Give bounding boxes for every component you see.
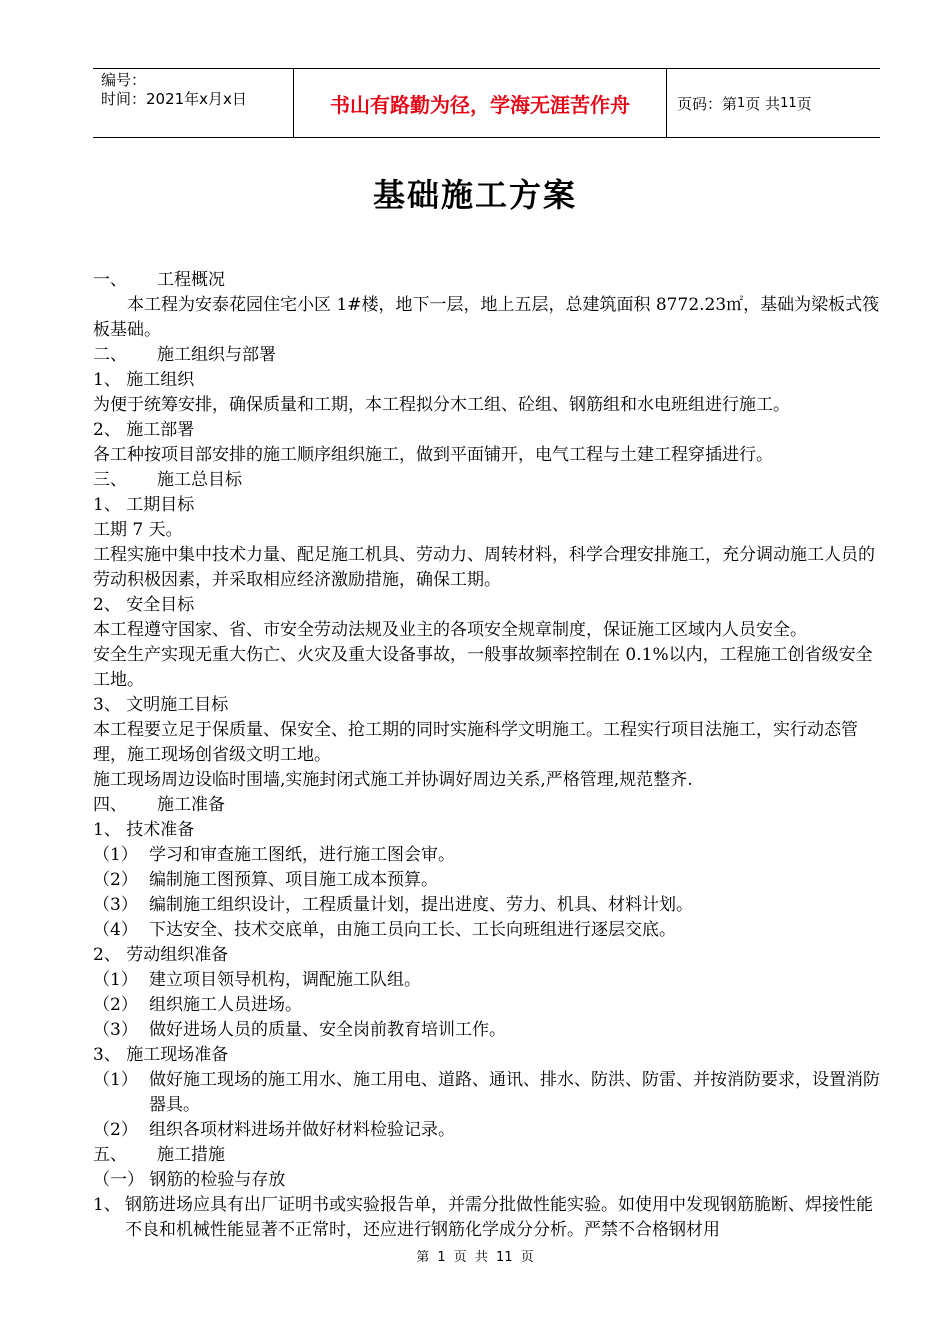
list-item: （1） 做好施工现场的施工用水、施工用电、道路、通讯、排水、防洪、防雷、并按消防要求，设置消防器具。 — [93, 1070, 880, 1115]
header-page-info — [667, 69, 880, 137]
list-item: （1） 建立项目领导机构，调配施工队组。 — [93, 970, 421, 990]
paragraph: 本工程遵守国家、省、市安全劳动法规及业主的各项安全规章制度，保证施工区域内人员安全。 — [93, 620, 807, 640]
subsection-heading: 1、 施工组织 — [93, 370, 195, 390]
list-item: 1、 钢筋进场应具有出厂证明书或实验报告单，并需分批做性能实验。如使用中发现钢筋脆断、焊接性能不良和机械性能显著不正常时，还应进行钢筋化学成分分析。严禁不合格钢材用 — [93, 1195, 873, 1240]
subsection-heading: 1、 工期目标 — [93, 495, 195, 515]
list-item: （3） 编制施工组织设计，工程质量计划，提出进度、劳力、机具、材料计划。 — [93, 895, 693, 915]
list-item: （1） 学习和审查施工图纸，进行施工图会审。 — [93, 845, 455, 865]
section-heading: 四、 施工准备 — [93, 795, 225, 815]
paragraph: 为便于统筹安排，确保质量和工期，本工程拟分木工组、砼组、钢筋组和水电班组进行施工。 — [93, 395, 790, 415]
paragraph: 工期 7 天。 — [93, 520, 183, 540]
section-heading: 一、 工程概况 — [93, 270, 225, 290]
subsection-heading: 1、 技术准备 — [93, 820, 195, 840]
header-motto: 书山有路勤为径，学海无涯苦作舟 — [293, 69, 667, 137]
page-suffix: 页 — [796, 94, 812, 113]
subsection-heading: 3、 文明施工目标 — [93, 695, 229, 715]
document-title: 基础施工方案 — [372, 176, 577, 214]
list-item: （3） 做好进场人员的质量、安全岗前教育培训工作。 — [93, 1020, 506, 1040]
list-item: （2） 组织各项材料进场并做好材料检验记录。 — [93, 1120, 455, 1140]
page-footer: 第 1 页 共 11 页 — [416, 1250, 534, 1265]
paragraph: 安全生产实现无重大伤亡、火灾及重大设备事故，一般事故频率控制在 0.1%以内，工程施工创省级安全工地。 — [93, 645, 873, 690]
page-number: 1 — [737, 95, 746, 111]
number-label: 编号： — [101, 71, 147, 89]
subsection-heading: 2、 劳动组织准备 — [93, 945, 229, 965]
subsection-heading: （一） 钢筋的检验与存放 — [93, 1170, 286, 1190]
subsection-heading: 2、 施工部署 — [93, 420, 195, 440]
document-header — [93, 68, 880, 138]
paragraph: 施工现场周边设临时围墙,实施封闭式施工并协调好周边关系,严格管理,规范整齐. — [93, 770, 693, 790]
subsection-heading: 3、 施工现场准备 — [93, 1045, 229, 1065]
date-label: 时间：2021年x月x日 — [101, 90, 247, 108]
list-item: （2） 编制施工图预算、项目施工成本预算。 — [93, 870, 438, 890]
document-body — [93, 268, 888, 1243]
page-mid: 页 共 — [745, 94, 781, 113]
list-item: （2） 组织施工人员进场。 — [93, 995, 302, 1015]
paragraph: 各工种按项目部安排的施工顺序组织施工，做到平面铺开，电气工程与土建工程穿插进行。 — [93, 445, 773, 465]
page-prefix: 页码：第 — [677, 94, 738, 113]
section-heading: 三、 施工总目标 — [93, 470, 242, 490]
section-heading: 五、 施工措施 — [93, 1145, 225, 1165]
page-total: 11 — [780, 95, 797, 111]
section-heading: 二、 施工组织与部署 — [93, 345, 276, 365]
paragraph: 本工程为安泰花园住宅小区 1#楼，地下一层，地上五层，总建筑面积 8772.23㎡，基础为梁板式筏板基础。 — [93, 295, 880, 340]
paragraph: 本工程要立足于保质量、保安全、抢工期的同时实施科学文明施工。工程实行项目法施工，实行动态管理，施工现场创省级文明工地。 — [93, 720, 858, 765]
subsection-heading: 2、 安全目标 — [93, 595, 195, 615]
list-item: （4） 下达安全、技术交底单，由施工员向工长、工长向班组进行逐层交底。 — [93, 920, 676, 940]
paragraph: 工程实施中集中技术力量、配足施工机具、劳动力、周转材料，科学合理安排施工，充分调动施工人员的劳动积极因素，并采取相应经济激励措施，确保工期。 — [93, 545, 875, 590]
header-info-cell — [93, 69, 293, 137]
